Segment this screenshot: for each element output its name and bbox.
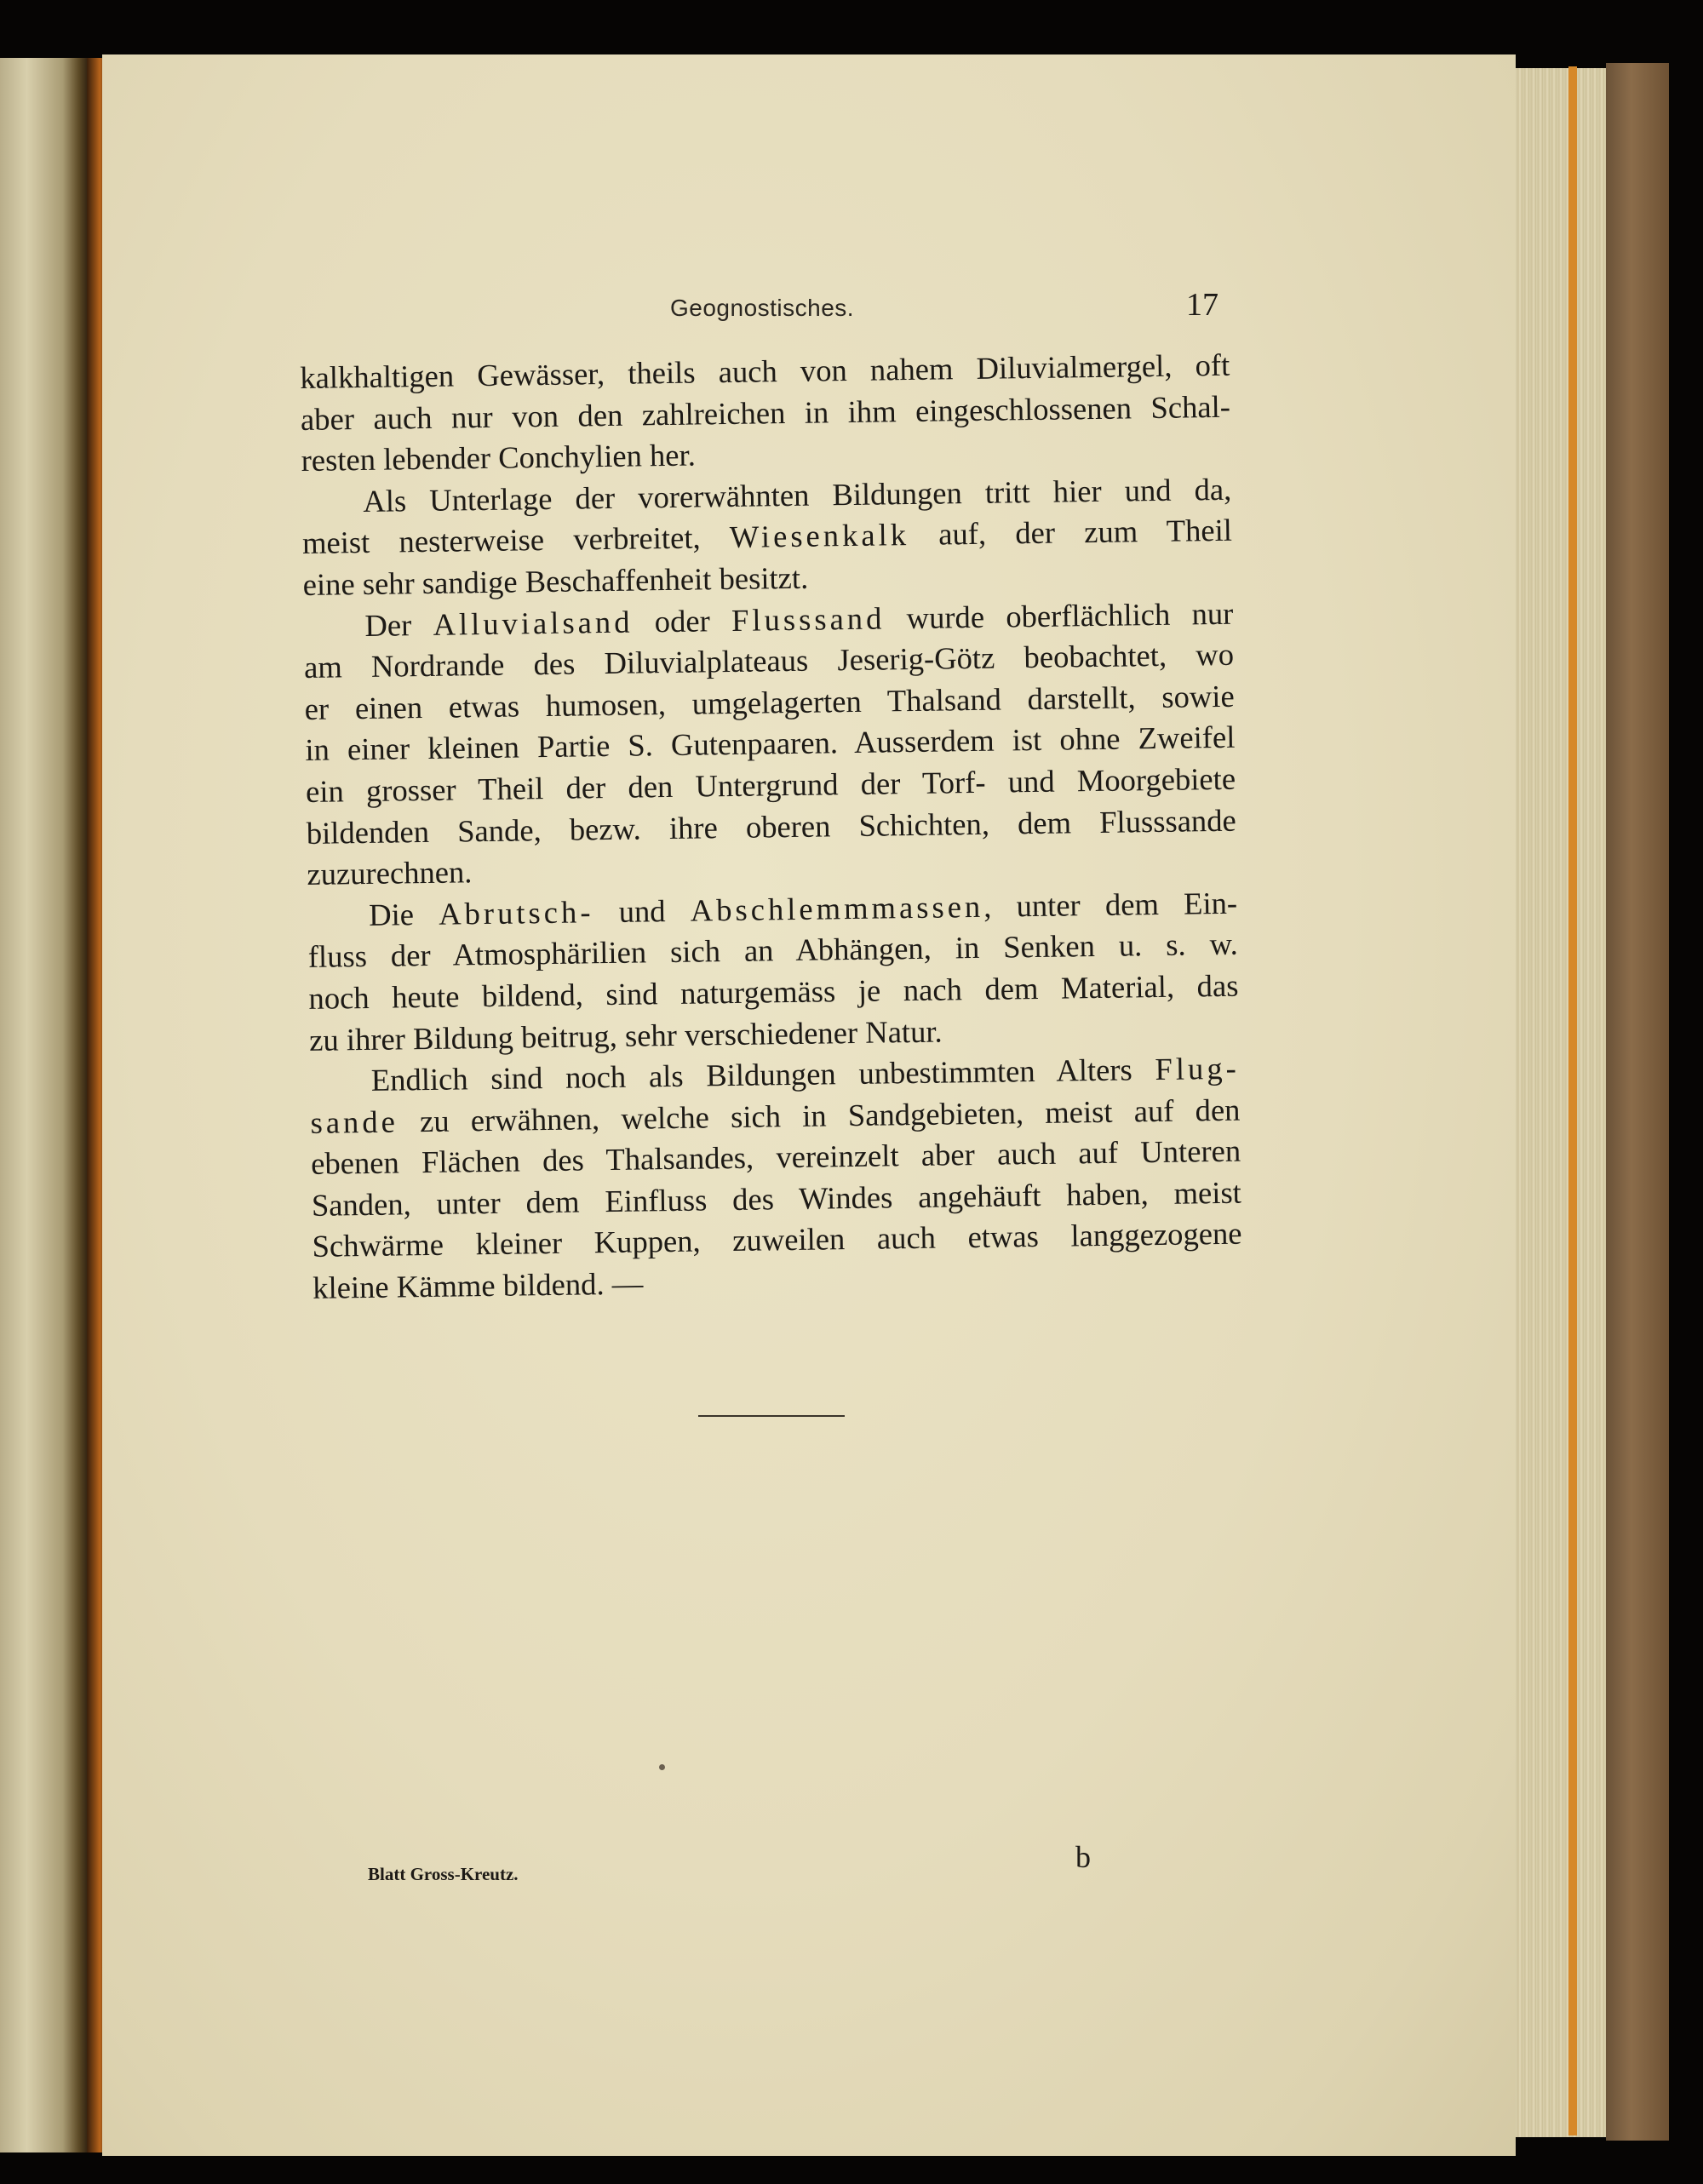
- previous-page-edge: [0, 58, 89, 2152]
- emphasized-term: Flusssand: [731, 599, 886, 638]
- paper-speck: [659, 1764, 665, 1770]
- text-run: meist nesterweise verbreitet,: [301, 519, 731, 561]
- text-run: zu ihrer Bildung beitrug, sehr verschiedener Natur.: [308, 1013, 943, 1058]
- text-run: kalkhaltigen Gewässer, theils auch von nahem Diluvialmergel, oft: [300, 347, 1230, 395]
- text-run: in einer kleinen Partie S. Gutenpaaren. Ausserdem ist ohne Zweifel: [305, 719, 1236, 768]
- text-run: Der: [364, 606, 433, 643]
- emphasized-term: Abschlemmmassen: [690, 888, 984, 928]
- emphasized-term: Wiesenkalk: [729, 517, 910, 555]
- section-rule: [698, 1415, 845, 1417]
- text-run: wurde oberflächlich nur: [885, 595, 1234, 635]
- text-run: und: [593, 892, 691, 929]
- text-run: zu erwähnen, welche sich in Sandgebieten, meist auf den: [398, 1092, 1241, 1139]
- page-stack-edges: [1516, 68, 1609, 2137]
- body-text: [300, 345, 1242, 1310]
- signature-mark: b: [1075, 1840, 1091, 1874]
- text-run: Schwärme kleiner Kuppen, zuweilen auch etwas langgezogene: [312, 1216, 1242, 1264]
- text-run: bildenden Sande, bezw. ihre oberen Schichten, dem Flusssande: [306, 802, 1236, 851]
- text-run: eine sehr sandige Beschaffenheit besitzt.: [302, 559, 809, 602]
- text-run: ein grosser Theil der den Untergrund der Torf- und Moorgebiete: [305, 760, 1236, 809]
- book-cover-edge: [1606, 63, 1669, 2141]
- emphasized-term: sande: [310, 1103, 399, 1140]
- text-run: resten lebender Conchylien her.: [301, 437, 697, 479]
- text-run: Sanden, unter dem Einfluss des Windes angehäuft haben, meist: [311, 1174, 1242, 1223]
- text-run: ebenen Flächen des Thalsandes, vereinzelt aber auch auf Unteren: [310, 1132, 1241, 1182]
- text-run: Als Unterlage der vorerwähnten Bildungen tritt hier und da,: [363, 471, 1232, 519]
- text-run: oder: [633, 602, 732, 639]
- text-run: , unter dem Ein-: [983, 885, 1238, 924]
- text-run: am Nordrande des Diluvialplateaus Jeserig-Götz beobachtet, wo: [303, 636, 1235, 685]
- text-run: noch heute bildend, sind naturgemäss je nach dem Material, das: [308, 967, 1239, 1016]
- text-run: kleine Kämme bildend. —: [312, 1265, 644, 1305]
- text-run: Die: [368, 896, 439, 932]
- sheet-label: Blatt Gross-Kreutz.: [368, 1864, 519, 1884]
- text-run: er einen etwas humosen, umgelagerten Thalsand darstellt, sowie: [304, 678, 1235, 726]
- emphasized-term: Flug-: [1155, 1050, 1241, 1087]
- text-run: zuzurechnen.: [307, 854, 473, 892]
- text-run: auf, der zum Theil: [909, 513, 1233, 553]
- text-run: aber auch nur von den zahlreichen in ihm eingeschlossenen Schal-: [300, 388, 1231, 437]
- emphasized-term: Alluvialsand: [433, 604, 634, 642]
- text-run: fluss der Atmosphärilien sich an Abhängen, in Senken u. s. w.: [307, 926, 1239, 975]
- text-run: Endlich sind noch als Bildungen unbestimmten Alters: [370, 1052, 1155, 1098]
- page-number: 17: [1186, 287, 1218, 323]
- page-edge-stripe: [1568, 66, 1577, 2135]
- emphasized-term: Abrutsch-: [438, 893, 594, 931]
- running-title: Geognostisches.: [670, 295, 855, 321]
